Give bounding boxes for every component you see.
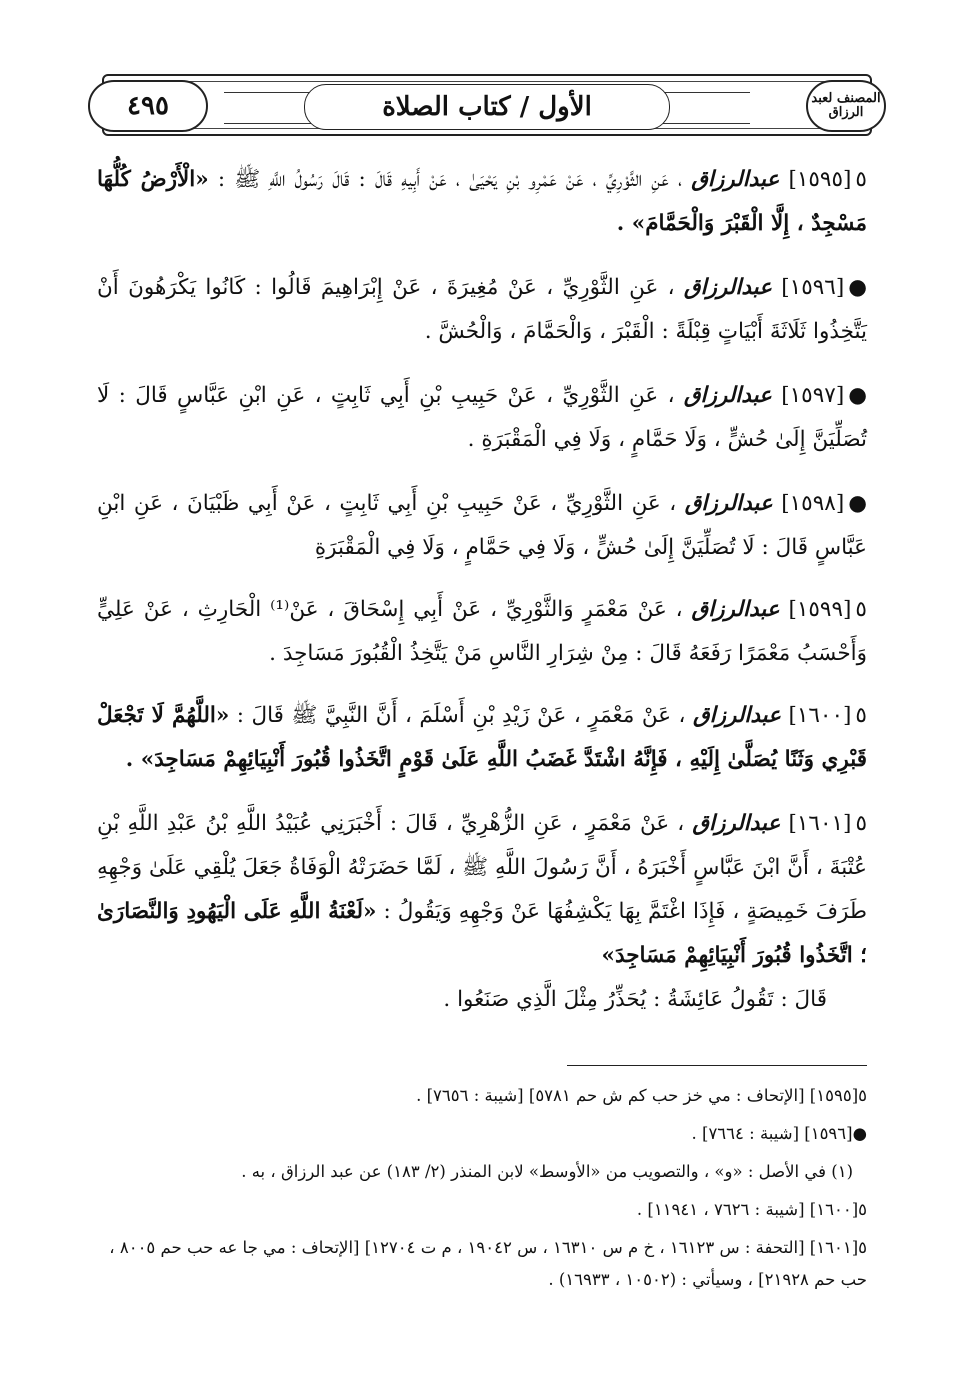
entry-text: ، عَنِ الثَّوْرِيِّ ، عَنْ عَمْرِو بْنِ يَحْيَىٰ ، عَنْ أَبِيهِ قَالَ : قَالَ رَسُولُ اللَّهِ ﷺ : (217, 167, 683, 192)
entry-marker: ٥ (855, 597, 867, 622)
hadith-quote: «لَعْنَةُ اللَّهِ عَلَى الْيَهُودِ وَالنَّصَارَىٰ ؛ اتَّخَذُوا قُبُورَ أَنْبِيَائِهِمْ مَسَاجِدَ» (97, 899, 867, 968)
entry-text: ، عَنْ مَعْمَرٍ ، عَنْ زَيْدِ بْنِ أَسْلَمَ ، أَنَّ النَّبِيَّ ﷺ قَالَ : (236, 703, 686, 728)
narrator-name: عبدالرزاق (684, 491, 773, 516)
entry-number: [١٥٩٩] (788, 597, 852, 622)
entry-text: ، عَنْ مَعْمَرٍ وَالثَّوْرِيِّ ، عَنْ أَبِي إِسْحَاقَ ، عَنْ⁽¹⁾ الْحَارِثِ ، عَنْ عَلِيٍّ وَأَحْسَبُ مَعْمَرًا رَفَعَهُ قَالَ : مِنْ شِرَارِ النَّاسِ مَنْ يَتَّخِذُ الْقُبُورَ مَسَاجِدَ . (97, 597, 867, 666)
footnote: (١) في الأصل : «و» ، والتصويب من «الأوسط» لابن المنذر (٢/ ١٨٣) عن عبد الرزاق ، به . (241, 1162, 853, 1181)
book-emblem: المصنف لعبد الرزاق (806, 80, 886, 132)
entry-text: ، عَنْ مَعْمَرٍ ، عَنِ الزُّهْرِيِّ ، قَالَ : أَخْبَرَنِي عُبَيْدُ اللَّهِ بْنُ عَبْدِ اللَّهِ بْنِ عُتْبَةَ ، أَنَّ ابْنَ عَبَّاسٍ أَخْبَرَهُ ، أَنَّ رَسُولَ اللَّهِ ﷺ ، لَمَّا حَضَرَتْهُ الْوَفَاةُ جَعَلَ يُلْقِي عَلَىٰ وَجْهِهِ طَرَفَ خَمِيصَةٍ ، فَإِذَا اغْتَمَّ بِهَا يَكْشِفُهَا عَنْ وَجْهِهِ وَيَقُولُ : (97, 811, 867, 924)
entry-number: [١٥٩٥] (788, 167, 852, 192)
narrator-name: عبدالرزاق (692, 811, 781, 836)
running-title: الأول / كتاب الصلاة (304, 84, 670, 130)
hadith-entry (97, 266, 867, 354)
narrator-name: عبدالرزاق (683, 383, 772, 408)
hadith-entry (97, 374, 867, 462)
entry-number: [١٥٩٨] (781, 491, 845, 516)
page-number: ٤٩٥ (88, 80, 208, 132)
entry-marker: ٥ (855, 167, 867, 192)
entry-number: [١٦٠١] (788, 811, 852, 836)
entry-marker: ٥ (855, 703, 867, 728)
footnote: ●[١٥٩٦] [شيبة : ٧٦٦٤] . (691, 1124, 867, 1143)
hadith-entry (97, 158, 867, 246)
entry-marker: ● (848, 275, 867, 300)
narrator-name: عبدالرزاق (692, 703, 781, 728)
entry-number: [١٥٩٧] (781, 383, 845, 408)
footnote: ٥[١٥٩٥] [الإتحاف : مي خز حب كم ش حم ٥٧٨١] [شيبة : ٧٦٥٦] . (416, 1086, 867, 1105)
narrator-name: عبدالرزاق (683, 275, 772, 300)
entry-number: [١٦٠٠] (788, 703, 852, 728)
footnote: ٥[١٦٠١] [التحفة : س ١٦١٢٣ ، خ م س ١٦٣١٠ ، س ١٩٠٤٢ ، م ت ١٢٧٠٤] [الإتحاف : مي جا عه حب حم ٨٠٠٥ ، حب حم ٢١٩٢٨] ، وسيأتي : (١٠٥٠٢ ، ١٦٩٣٣) . (109, 1238, 867, 1289)
entry-marker: ● (848, 491, 867, 516)
hadith-entry (97, 694, 867, 782)
hadith-quote: «اللَّهُمَّ لَا تَجْعَلْ قَبْرِي وَثَنًا يُصَلَّىٰ إِلَيْهِ ، فَإِنَّهُ اشْتَدَّ غَضَبُ اللَّهِ عَلَىٰ قَوْمٍ اتَّخَذُوا قُبُورَ أَنْبِيَائِهِمْ مَسَاجِدَ» . (97, 703, 867, 772)
narrator-name: عبدالرزاق (691, 597, 780, 622)
entry-marker: ٥ (855, 811, 867, 836)
entry-marker: ● (848, 383, 867, 408)
entry-text: ، عَنِ الثَّوْرِيِّ ، عَنْ حَبِيبِ بْنِ أَبِي ثَابِتٍ ، عَنْ أَبِي ظَبْيَانَ ، عَنِ ابْنِ عَبَّاسٍ قَالَ : لَا تُصَلِّيَنَّ إِلَىٰ حُشٍّ ، وَلَا فِي حَمَّامٍ ، وَلَا فِي الْمَقْبَرَةِ (97, 491, 867, 560)
footnote: ٥[١٦٠٠] [شيبة : ٧٦٢٦ ، ١١٩٤١] . (636, 1200, 867, 1219)
entry-tail: قَالَ : تَقُولُ عَائِشَةُ : يُحَذِّرُ مِثْلَ الَّذِي صَنَعُوا . (443, 987, 827, 1012)
hadith-entry (97, 482, 867, 570)
hadith-entry (97, 588, 867, 676)
narrator-name: عبدالرزاق (691, 167, 780, 192)
hadith-quote: «الْأَرْضُ كُلُّهَا مَسْجِدٌ ، إِلَّا الْقَبْرَ وَالْحَمَّامَ» . (97, 167, 867, 236)
entry-text: ، عَنِ الثَّوْرِيِّ ، عَنْ حَبِيبِ بْنِ أَبِي ثَابِتٍ ، عَنِ ابْنِ عَبَّاسٍ قَالَ : لَا تُصَلِّيَنَّ إِلَىٰ حُشٍّ ، وَلَا حَمَّامٍ ، وَلَا فِي الْمَقْبَرَةِ . (97, 383, 867, 452)
page-header-ornament (102, 74, 881, 136)
hadith-entry (97, 802, 867, 1022)
entry-number: [١٥٩٦] (781, 275, 845, 300)
entry-text: ، عَنِ الثَّوْرِيِّ ، عَنْ مُغِيرَةَ ، عَنْ إِبْرَاهِيمَ قَالُوا : كَانُوا يَكْرَهُونَ أَنْ يَتَّخِذُوا ثَلَاثَةَ أَبْيَاتٍ قِبْلَةً : الْقَبْرَ ، وَالْحَمَّامَ ، وَالْحُشَّ . (97, 275, 867, 344)
footnote-separator (567, 1065, 867, 1066)
